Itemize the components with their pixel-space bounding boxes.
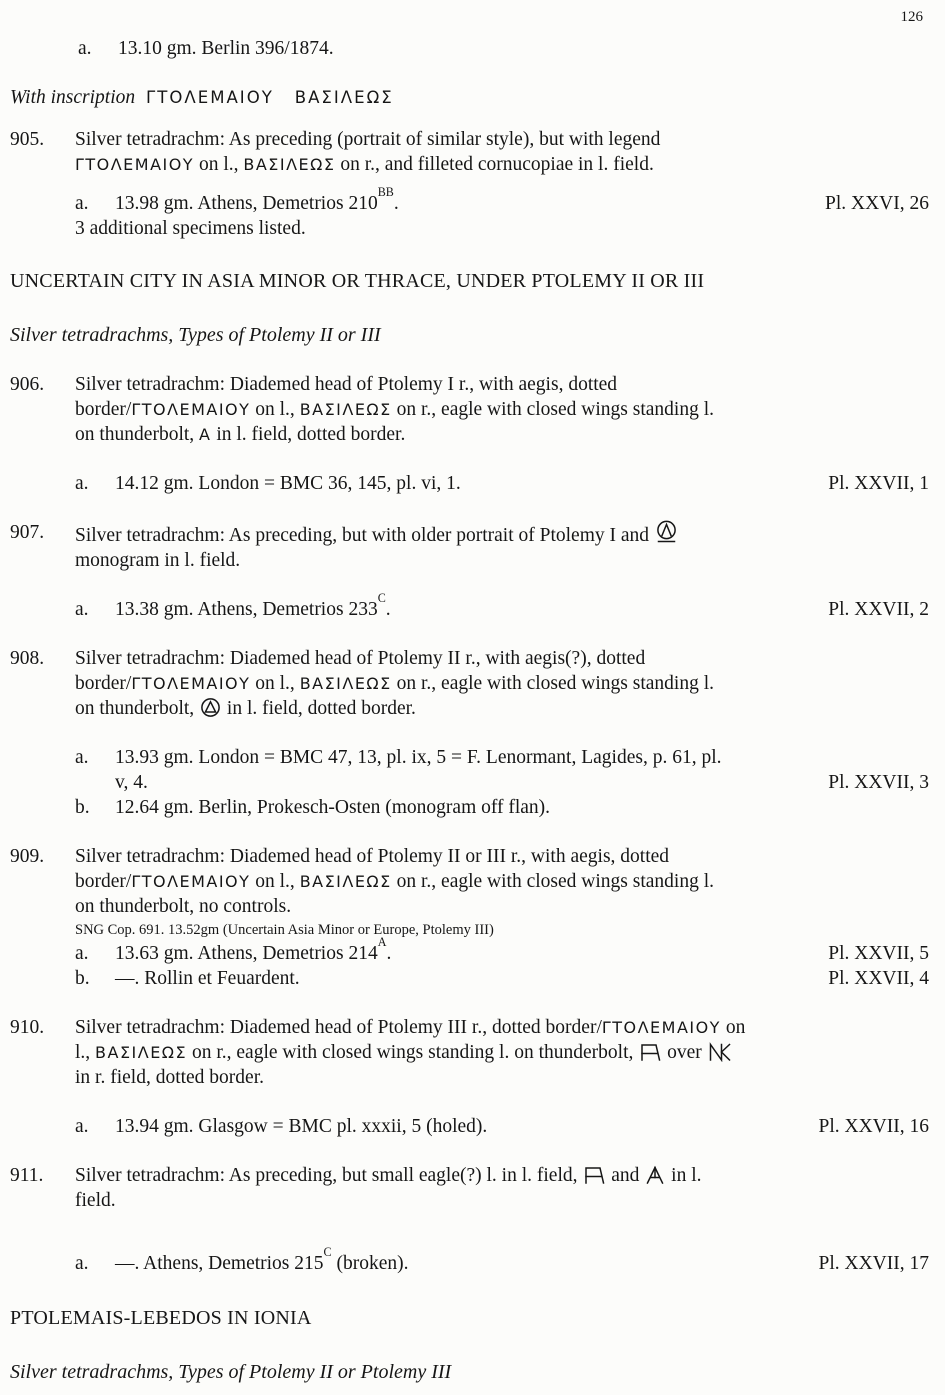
entry-description: Silver tetradrachm: As preceding (portrait of similar style), but with legend bbox=[75, 129, 661, 150]
entry-description-text: border/ bbox=[75, 399, 132, 420]
specimen-citation-tail: . bbox=[386, 943, 392, 964]
entry-description-text: Silver tetradrachm: Diademed head of Ptolemy III r., dotted border/ bbox=[75, 1017, 602, 1038]
specimen-label: a. bbox=[75, 193, 89, 214]
entry-description: in r. field, dotted border. bbox=[75, 1067, 265, 1088]
entry-description-text: in l. bbox=[666, 1165, 702, 1186]
specimen-label: a. bbox=[75, 1116, 89, 1137]
monogram-circle-lambda-icon bbox=[655, 520, 678, 545]
entry-description-text: on r., eagle with closed wings standing l. bbox=[391, 399, 714, 420]
entry-number: 909. bbox=[10, 846, 45, 867]
catalog-entry-905 bbox=[10, 127, 929, 241]
specimen-text: 12.64 gm. Berlin, Prokesch-Osten (monogram off flan). bbox=[115, 797, 551, 818]
greek-legend-ptolemaiou: ΓΤΟΛΕΜΑΙΟΥ bbox=[146, 88, 274, 107]
plate-reference: Pl. XXVII, 3 bbox=[828, 772, 929, 793]
specimen-citation-tail: (broken). bbox=[331, 1253, 409, 1274]
specimen-citation: —. Athens, Demetrios 215 bbox=[115, 1253, 324, 1274]
entry-description: field. bbox=[75, 1190, 116, 1211]
specimen-text: 14.12 gm. London = BMC 36, 145, pl. vi, 1. bbox=[115, 473, 461, 494]
greek-legend-basileos: ΒΑΣΙΛΕΩΣ bbox=[299, 674, 392, 693]
specimen-text bbox=[115, 591, 818, 622]
greek-control-letter-alpha: Α bbox=[199, 425, 212, 444]
entry-number: 911. bbox=[10, 1165, 44, 1186]
entry-number: 905. bbox=[10, 129, 45, 150]
greek-legend-ptolemaiou: ΓΤΟΛΕΜΑΙΟΥ bbox=[131, 674, 251, 693]
monogram-a-stem-icon bbox=[645, 1165, 665, 1185]
entry-description bbox=[75, 671, 929, 696]
entry-description bbox=[75, 152, 929, 177]
catalog-entry-911 bbox=[10, 1163, 929, 1276]
specimen-row bbox=[75, 745, 929, 795]
additional-specimens-note: 3 additional specimens listed. bbox=[75, 218, 306, 239]
entry-description-text: on bbox=[720, 1017, 746, 1038]
entry-description-text: Silver tetradrachm: As preceding, but small eagle(?) l. in l. field, bbox=[75, 1165, 583, 1186]
greek-legend-basileos: ΒΑΣΙΛΕΩΣ bbox=[299, 400, 392, 419]
entry-description-text: border/ bbox=[75, 673, 132, 694]
monogram-circle-delta-icon bbox=[200, 697, 221, 718]
specimen-citation-tail: v, 4. bbox=[115, 772, 148, 793]
entry-body bbox=[75, 372, 929, 496]
specimen-label: a. bbox=[78, 38, 92, 59]
entry-description: Silver tetradrachm: Diademed head of Ptolemy I r., with aegis, dotted bbox=[75, 374, 618, 395]
catalog-entry-910 bbox=[10, 1015, 929, 1139]
specimen-label: b. bbox=[75, 968, 90, 989]
specimen-label: a. bbox=[75, 1253, 89, 1274]
entry-body bbox=[75, 1163, 929, 1276]
specimen-text: 13.94 gm. Glasgow = BMC pl. xxxii, 5 (holed). bbox=[115, 1116, 488, 1137]
entry-description-text: on r., and filleted cornucopiae in l. field. bbox=[335, 154, 654, 175]
specimen-citation: 13.98 gm. Athens, Demetrios 210 bbox=[115, 193, 378, 214]
catalog-entry-907 bbox=[10, 520, 929, 622]
entry-description bbox=[75, 520, 929, 548]
greek-legend-ptolemaiou: ΓΤΟΛΕΜΑΙΟΥ bbox=[75, 155, 195, 174]
greek-legend-basileos: ΒΑΣΙΛΕΩΣ bbox=[95, 1043, 188, 1062]
specimen-text bbox=[115, 935, 818, 966]
specimen-text bbox=[115, 745, 929, 795]
plate-reference: Pl. XXVII, 17 bbox=[818, 1253, 929, 1274]
greek-legend-basileos: ΒΑΣΙΛΕΩΣ bbox=[299, 872, 392, 891]
specimen-citation-tail: . bbox=[393, 193, 399, 214]
specimen-row bbox=[75, 935, 929, 966]
plate-reference: Pl. XXVII, 5 bbox=[828, 943, 929, 964]
section-header-ptolemais-lebedos: PTOLEMAIS-LEBEDOS IN IONIA bbox=[10, 1307, 312, 1329]
specimen-text: —. Rollin et Feuardent. bbox=[115, 968, 300, 989]
entry-description bbox=[75, 869, 929, 894]
monogram-nk-ligature-icon bbox=[708, 1042, 732, 1062]
entry-description-text: on l., bbox=[250, 871, 300, 892]
section-header-uncertain-city: UNCERTAIN CITY IN ASIA MINOR OR THRACE, UNDER PTOLEMY II OR III bbox=[10, 270, 705, 292]
greek-legend-ptolemaiou: ΓΤΟΛΕΜΑΙΟΥ bbox=[131, 400, 251, 419]
entry-description-text: l., bbox=[75, 1042, 96, 1063]
specimen-text bbox=[115, 185, 815, 216]
inscription-prefix: With inscription bbox=[10, 87, 136, 108]
sng-reference-note: SNG Cop. 691. 13.52gm (Uncertain Asia Minor or Europe, Ptolemy III) bbox=[75, 922, 494, 938]
entry-description bbox=[75, 1040, 929, 1065]
entry-description-text: on r., eagle with closed wings standing l. bbox=[391, 673, 714, 694]
entry-body bbox=[75, 844, 929, 991]
specimen-citation: 13.38 gm. Athens, Demetrios 233 bbox=[115, 599, 378, 620]
entry-number: 908. bbox=[10, 648, 45, 669]
entry-description bbox=[75, 1015, 929, 1040]
specimen-row bbox=[75, 1245, 929, 1276]
entry-description-text: over bbox=[662, 1042, 707, 1063]
entry-description: Silver tetradrachm: Diademed head of Ptolemy II or III r., with aegis, dotted bbox=[75, 846, 670, 867]
specimen-superscript: C bbox=[377, 591, 386, 606]
entry-description-text: in l. field, dotted border. bbox=[222, 698, 416, 719]
specimen-label: b. bbox=[75, 797, 90, 818]
monogram-a-overbar-icon bbox=[639, 1042, 661, 1062]
entry-description-text: on l., bbox=[250, 673, 300, 694]
specimen-superscript: C bbox=[323, 1245, 332, 1260]
specimen-label: a. bbox=[75, 943, 89, 964]
specimen-citation: 13.93 gm. London = BMC 47, 13, pl. ix, 5 = F. Lenormant, Lagides, p. 61, pl. bbox=[115, 747, 722, 768]
specimen-row bbox=[75, 966, 929, 991]
specimen-row bbox=[75, 185, 929, 216]
entry-body bbox=[75, 646, 929, 820]
entry-description-text: on l., bbox=[250, 399, 300, 420]
entry-description bbox=[75, 397, 929, 422]
specimen-label: a. bbox=[75, 747, 89, 768]
entry-description-text: on thunderbolt, bbox=[75, 424, 200, 445]
specimen-text bbox=[115, 1245, 809, 1276]
entry-number: 906. bbox=[10, 374, 45, 395]
specimen-citation-tail: . bbox=[385, 599, 391, 620]
entry-description: Silver tetradrachm: Diademed head of Ptolemy II r., with aegis(?), dotted bbox=[75, 648, 646, 669]
plate-reference: Pl. XXVII, 4 bbox=[828, 968, 929, 989]
specimen-text: 13.10 gm. Berlin 396/1874. bbox=[118, 38, 334, 59]
specimen-citation: 13.63 gm. Athens, Demetrios 214 bbox=[115, 943, 378, 964]
inscription-note bbox=[10, 85, 929, 110]
entry-description: on thunderbolt, no controls. bbox=[75, 896, 292, 917]
entry-body bbox=[75, 1015, 929, 1139]
specimen-row-904a bbox=[78, 36, 929, 61]
entry-description-text: on thunderbolt, bbox=[75, 698, 200, 719]
entry-body bbox=[75, 127, 929, 241]
entry-description: monogram in l. field. bbox=[75, 550, 241, 571]
plate-reference: Pl. XXVII, 16 bbox=[818, 1116, 929, 1137]
entry-description-text: on r., eagle with closed wings standing l. on thunderbolt, bbox=[187, 1042, 639, 1063]
page-number: 126 bbox=[900, 9, 923, 25]
greek-legend-basileos: ΒΑΣΙΛΕΩΣ bbox=[294, 88, 394, 107]
greek-legend-basileos: ΒΑΣΙΛΕΩΣ bbox=[243, 155, 336, 174]
greek-legend-ptolemaiou: ΓΤΟΛΕΜΑΙΟΥ bbox=[601, 1018, 721, 1037]
specimen-row bbox=[75, 795, 929, 820]
entry-description-text: on l., bbox=[194, 154, 244, 175]
specimen-citation-continued bbox=[115, 770, 929, 795]
entry-description bbox=[75, 422, 929, 447]
section-subtitle: Silver tetradrachms, Types of Ptolemy II or III bbox=[10, 324, 381, 346]
entry-description-text: in l. field, dotted border. bbox=[211, 424, 406, 445]
specimen-row bbox=[75, 1114, 929, 1139]
catalog-entry-906 bbox=[10, 372, 929, 496]
specimen-superscript: A bbox=[377, 935, 387, 950]
entry-description bbox=[75, 696, 929, 721]
catalog-entry-908 bbox=[10, 646, 929, 820]
specimen-label: a. bbox=[75, 599, 89, 620]
entry-number: 907. bbox=[10, 522, 45, 543]
entry-description-text: Silver tetradrachm: As preceding, but with older portrait of Ptolemy I and bbox=[75, 525, 654, 546]
specimen-label: a. bbox=[75, 473, 89, 494]
specimen-row bbox=[75, 471, 929, 496]
entry-description-text: on r., eagle with closed wings standing l. bbox=[391, 871, 714, 892]
specimen-superscript: BB bbox=[377, 185, 394, 200]
greek-legend-ptolemaiou: ΓΤΟΛΕΜΑΙΟΥ bbox=[131, 872, 251, 891]
entry-number: 910. bbox=[10, 1017, 45, 1038]
section-subtitle: Silver tetradrachms, Types of Ptolemy II or Ptolemy III bbox=[10, 1361, 452, 1383]
entry-description-text: border/ bbox=[75, 871, 132, 892]
entry-description bbox=[75, 1163, 929, 1188]
plate-reference: Pl. XXVI, 26 bbox=[824, 193, 929, 214]
plate-reference: Pl. XXVII, 1 bbox=[828, 473, 929, 494]
catalog-entry-909 bbox=[10, 844, 929, 991]
specimen-row bbox=[75, 591, 929, 622]
entry-body bbox=[75, 520, 929, 622]
monogram-a-overbar-icon bbox=[583, 1165, 605, 1185]
entry-description-text: and bbox=[606, 1165, 645, 1186]
plate-reference: Pl. XXVII, 2 bbox=[828, 599, 929, 620]
